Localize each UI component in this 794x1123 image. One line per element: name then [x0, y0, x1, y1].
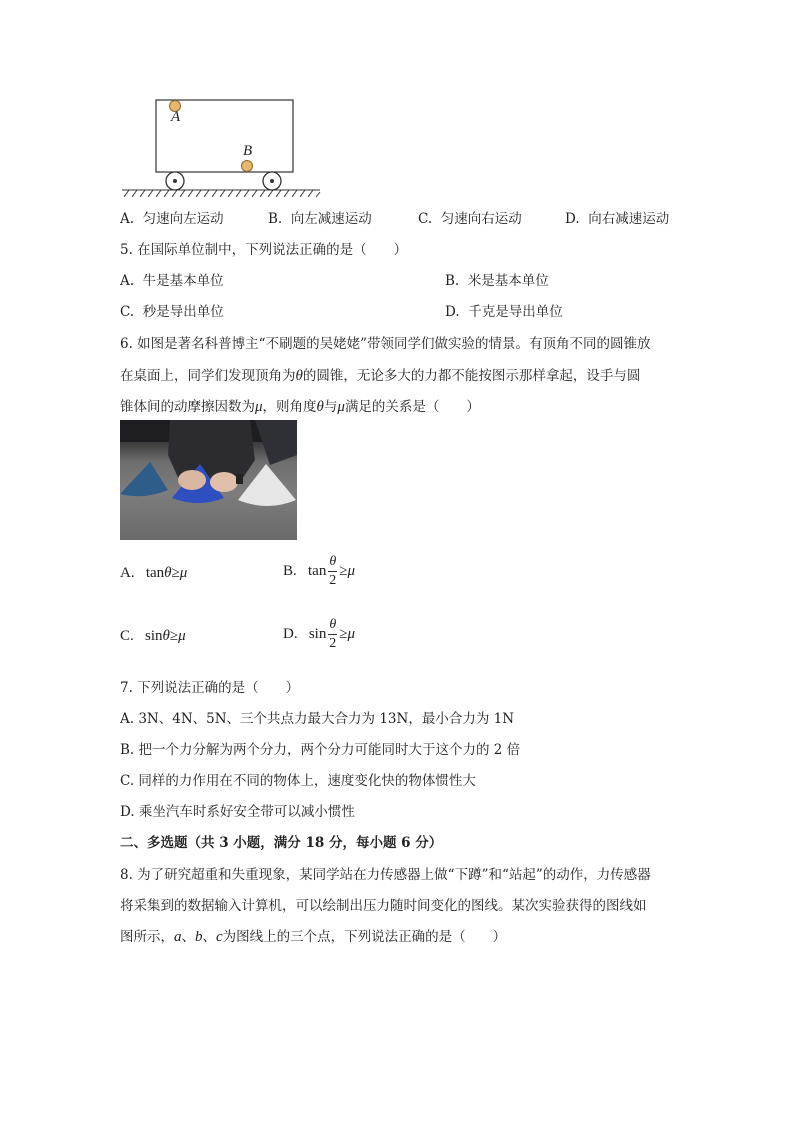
q4-option-b[interactable]: B. 向左减速运动 [268, 211, 372, 227]
q6-stem-line2: 在桌面上，同学们发现顶角为θ的圆锥，无论多大的力都不能按图示那样拿起，设手与圆 [120, 368, 641, 384]
wheel-left [166, 172, 184, 190]
q5-option-c[interactable]: C. 秒是导出单位 [120, 304, 224, 320]
q4-option-c[interactable]: C. 匀速向右运动 [418, 211, 522, 227]
blue-cone-left [120, 462, 168, 496]
q5-option-b[interactable]: B. 米是基本单位 [445, 273, 549, 289]
q8-stem-line1: 8. 为了研究超重和失重现象，某同学站在力传感器上做“下蹲”和“站起”的动作，力传感器 [120, 867, 651, 883]
label-b: B [243, 143, 253, 159]
q6-stem-line1: 6. 如图是著名科普博主“不刷题的吴姥姥”带领同学们做实验的情景。有顶角不同的圆锥放 [120, 336, 651, 352]
q6-option-b[interactable]: B. tan $\frac{\theta}{2}$ ≥μ [283, 554, 355, 588]
q8-stem-line3: 图所示，a、b、c为图线上的三个点，下列说法正确的是（ ） [120, 929, 507, 945]
q4-option-a[interactable]: A. 匀速向左运动 [120, 211, 224, 227]
q7-option-b[interactable]: B. 把一个力分解为两个分力，两个分力可能同时大于这个力的 2 倍 [120, 742, 521, 758]
q5-stem: 5. 在国际单位制中，下列说法正确的是（ ） [120, 242, 408, 258]
q7-option-d[interactable]: D. 乘坐汽车时系好安全带可以减小惯性 [120, 804, 355, 820]
q6-option-d[interactable]: D. sin $\frac{\theta}{2}$ ≥μ [283, 617, 356, 651]
cart-diagram [118, 92, 328, 200]
q7-option-c[interactable]: C. 同样的力作用在不同的物体上，速度变化快的物体惯性大 [120, 773, 476, 789]
q6-stem-line3: 锥体间的动摩擦因数为μ，则角度θ与μ满足的关系是（ ） [120, 399, 480, 415]
q5-option-a[interactable]: A. 牛是基本单位 [120, 273, 224, 289]
q4-option-d[interactable]: D. 向右减速运动 [565, 211, 670, 227]
section-heading: 二、多选题（共 3 小题，满分 18 分，每小题 6 分） [120, 835, 443, 851]
q7-option-a[interactable]: A. 3N、4N、5N、三个共点力最大合力为 13N，最小合力为 1N [120, 711, 515, 727]
wheel-right [263, 172, 281, 190]
q6-option-c[interactable]: C. sinθ≥μ [120, 628, 186, 644]
ball-b [242, 161, 253, 172]
label-a: A [171, 109, 181, 125]
cone-experiment-photo [120, 420, 297, 540]
q7-stem: 7. 下列说法正确的是（ ） [120, 680, 300, 696]
q8-stem-line2: 将采集到的数据输入计算机，可以绘制出压力随时间变化的图线。某次实验获得的图线如 [120, 898, 647, 914]
q6-option-a[interactable]: A. tanθ≥μ [120, 565, 188, 581]
ground [122, 190, 320, 197]
q5-option-d[interactable]: D. 千克是导出单位 [445, 304, 563, 320]
